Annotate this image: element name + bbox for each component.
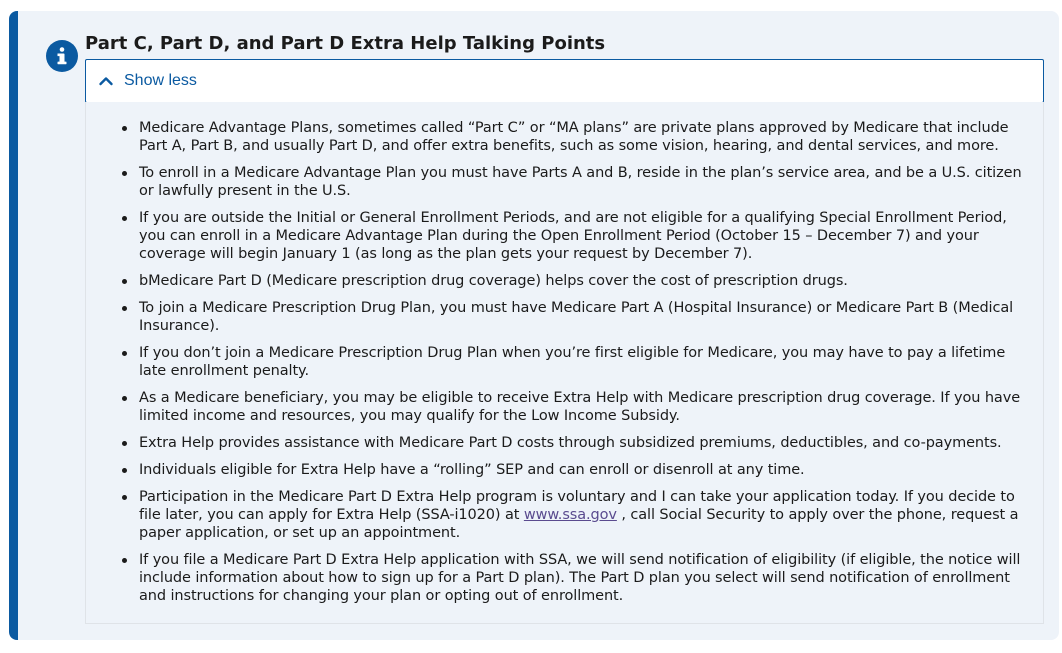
list-item: If you are outside the Initial or General Enrollment Periods, and are not eligible for a qualifying Special Enrollment Period, you can enroll in a Medicare Advantage Plan during the Open Enrollment Period (October 15 – December 7) and your coverage will begin January 1 (as long as the plan gets your request by December 7). <box>139 209 1029 263</box>
talking-points-content <box>85 102 1044 624</box>
list-item: If you don’t join a Medicare Prescription Drug Plan when you’re first eligible for Medicare, you may have to pay a lifetime late enrollment penalty. <box>139 344 1029 380</box>
list-item: If you file a Medicare Part D Extra Help application with SSA, we will send notification of eligibility (if eligible, the notice will include information about how to sign up for a Part D plan). The Part D plan you select will send notification of enrollment and instructions for changing your plan or opting out of enrollment. <box>139 551 1029 605</box>
list-item-text-after: , call Social Security to apply over the phone, request a paper application, or set up an appointment. <box>139 507 1019 541</box>
talking-points-list <box>86 102 1043 605</box>
show-less-toggle[interactable] <box>85 59 1044 103</box>
list-item: As a Medicare beneficiary, you may be eligible to receive Extra Help with Medicare prescription drug coverage. If you have limited income and resources, you may qualify for the Low Income Subsidy. <box>139 389 1029 425</box>
list-item: Medicare Advantage Plans, sometimes called “Part C” or “MA plans” are private plans approved by Medicare that include Part A, Part B, and usually Part D, and offer extra benefits, such as some vision, hearing, and dental services, and more. <box>139 119 1029 155</box>
alert-title: Part C, Part D, and Part D Extra Help Talking Points <box>85 33 606 54</box>
list-item: bMedicare Part D (Medicare prescription drug coverage) helps cover the cost of prescription drugs. <box>139 272 1029 290</box>
list-item: To join a Medicare Prescription Drug Plan, you must have Medicare Part A (Hospital Insurance) or Medicare Part B (Medical Insurance). <box>139 299 1029 335</box>
list-item: To enroll in a Medicare Advantage Plan you must have Parts A and B, reside in the plan’s service area, and be a U.S. citizen or lawfully present in the U.S. <box>139 164 1029 200</box>
ssa-link[interactable]: www.ssa.gov <box>523 507 617 523</box>
list-item-text-before: Participation in the Medicare Part D Extra Help program is voluntary and I can take your application today. If you decide to file later, you can apply for Extra Help (SSA-i1020) at <box>139 489 1015 523</box>
list-item: Individuals eligible for Extra Help have a “rolling” SEP and can enroll or disenroll at any time. <box>139 461 1029 479</box>
show-less-label: Show less <box>124 72 197 89</box>
info-circle-icon <box>46 40 78 72</box>
list-item: Extra Help provides assistance with Medicare Part D costs through subsidized premiums, deductibles, and co-payments. <box>139 434 1029 452</box>
chevron-up-icon <box>98 73 114 89</box>
list-item <box>139 488 1029 542</box>
